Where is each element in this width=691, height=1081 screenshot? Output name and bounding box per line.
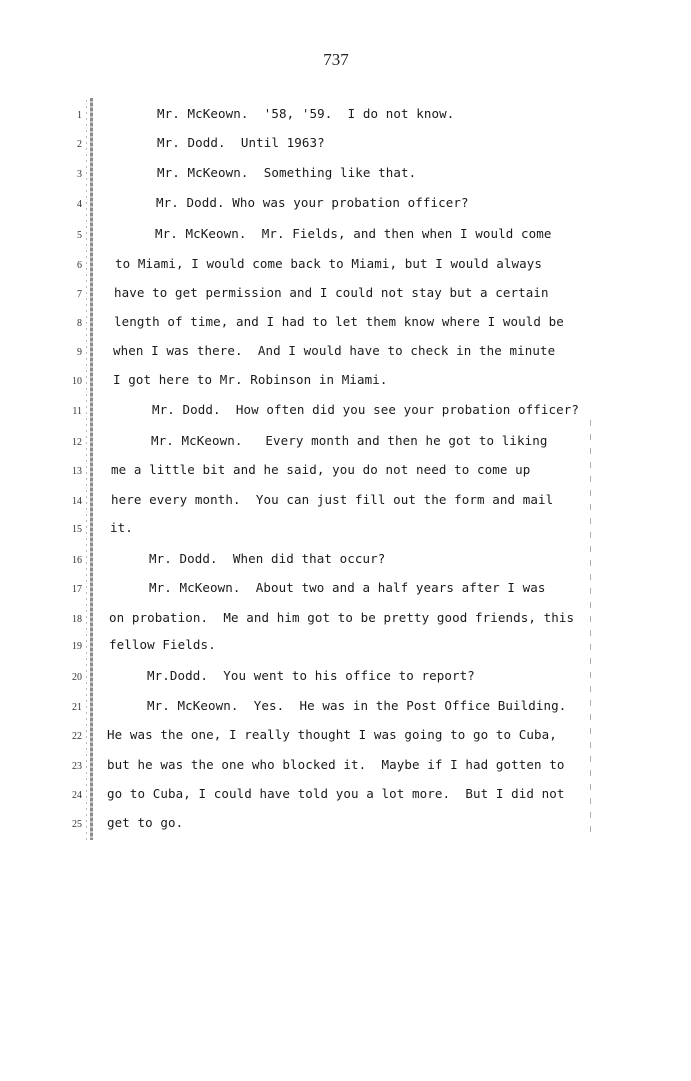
transcript-line	[0, 106, 691, 126]
line-text: fellow Fields.	[109, 637, 216, 652]
transcript-line	[0, 462, 691, 482]
line-text: Mr. McKeown. Something like that.	[157, 165, 417, 180]
line-text: Mr. McKeown. About two and a half years after I was	[149, 580, 546, 595]
line-number: 14	[72, 496, 82, 507]
line-text: Mr. McKeown. Mr. Fields, and then when I would come	[155, 226, 552, 241]
line-text: on probation. Me and him got to be pretty good friends, this	[109, 610, 575, 625]
transcript-line	[0, 285, 691, 305]
line-number: 9	[77, 347, 82, 358]
line-number: 13	[72, 466, 82, 477]
line-text: Mr. Dodd. How often did you see your probation officer?	[152, 402, 580, 417]
line-number: 4	[77, 199, 82, 210]
line-number: 20	[72, 672, 82, 683]
line-number: 17	[72, 584, 82, 595]
transcript-line	[0, 195, 691, 215]
line-number: 12	[72, 437, 82, 448]
line-number: 19	[72, 641, 82, 652]
transcript-line	[0, 402, 691, 422]
line-number: 11	[72, 406, 82, 417]
transcript-line	[0, 580, 691, 600]
page-number: 737	[323, 50, 349, 69]
transcript-line	[0, 135, 691, 155]
transcript-line	[0, 343, 691, 363]
line-text: to Miami, I would come back to Miami, but I would always	[115, 256, 543, 271]
transcript-line	[0, 433, 691, 453]
transcript-line	[0, 637, 691, 657]
line-text: but he was the one who blocked it. Maybe if I had gotten to	[107, 757, 565, 772]
line-text: Mr.Dodd. You went to his office to report?	[147, 668, 475, 683]
transcript-line	[0, 727, 691, 747]
line-number: 5	[77, 230, 82, 241]
line-text: He was the one, I really thought I was going to go to Cuba,	[107, 727, 557, 742]
transcript-line	[0, 815, 691, 835]
line-number: 24	[72, 790, 82, 801]
line-number: 22	[72, 731, 82, 742]
transcript-line	[0, 786, 691, 806]
transcript-line	[0, 520, 691, 540]
line-text: Mr. McKeown. '58, '59. I do not know.	[157, 106, 455, 121]
line-text: have to get permission and I could not stay but a certain	[114, 285, 549, 300]
line-number: 18	[72, 614, 82, 625]
line-number: 3	[77, 169, 82, 180]
line-number: 16	[72, 555, 82, 566]
transcript-line	[0, 226, 691, 246]
line-number: 15	[72, 524, 82, 535]
line-text: I got here to Mr. Robinson in Miami.	[113, 372, 388, 387]
line-number: 21	[72, 702, 82, 713]
line-number: 6	[77, 260, 82, 271]
line-text: Mr. Dodd. Until 1963?	[157, 135, 325, 150]
line-number: 10	[72, 376, 82, 387]
transcript-line	[0, 668, 691, 688]
line-number: 1	[77, 110, 82, 121]
transcript-line	[0, 372, 691, 392]
line-text: Mr. McKeown. Every month and then he got to liking	[151, 433, 548, 448]
line-number: 7	[77, 289, 82, 300]
line-number: 2	[77, 139, 82, 150]
line-text: it.	[110, 520, 133, 535]
transcript-line	[0, 165, 691, 185]
line-number: 25	[72, 819, 82, 830]
line-text: Mr. Dodd. Who was your probation officer?	[156, 195, 469, 210]
line-number: 23	[72, 761, 82, 772]
line-text: get to go.	[107, 815, 184, 830]
line-text: length of time, and I had to let them know where I would be	[114, 314, 564, 329]
transcript-line	[0, 757, 691, 777]
line-text: go to Cuba, I could have told you a lot more. But I did not	[107, 786, 565, 801]
transcript-line	[0, 256, 691, 276]
transcript-line	[0, 314, 691, 334]
line-text: here every month. You can just fill out the form and mail	[111, 492, 554, 507]
line-number: 8	[77, 318, 82, 329]
line-text: Mr. McKeown. Yes. He was in the Post Office Building.	[147, 698, 567, 713]
line-text: Mr. Dodd. When did that occur?	[149, 551, 386, 566]
transcript-line	[0, 492, 691, 512]
line-text: when I was there. And I would have to check in the minute	[113, 343, 556, 358]
transcript-line	[0, 698, 691, 718]
line-text: me a little bit and he said, you do not need to come up	[111, 462, 531, 477]
transcript-line	[0, 551, 691, 571]
transcript-line	[0, 610, 691, 630]
